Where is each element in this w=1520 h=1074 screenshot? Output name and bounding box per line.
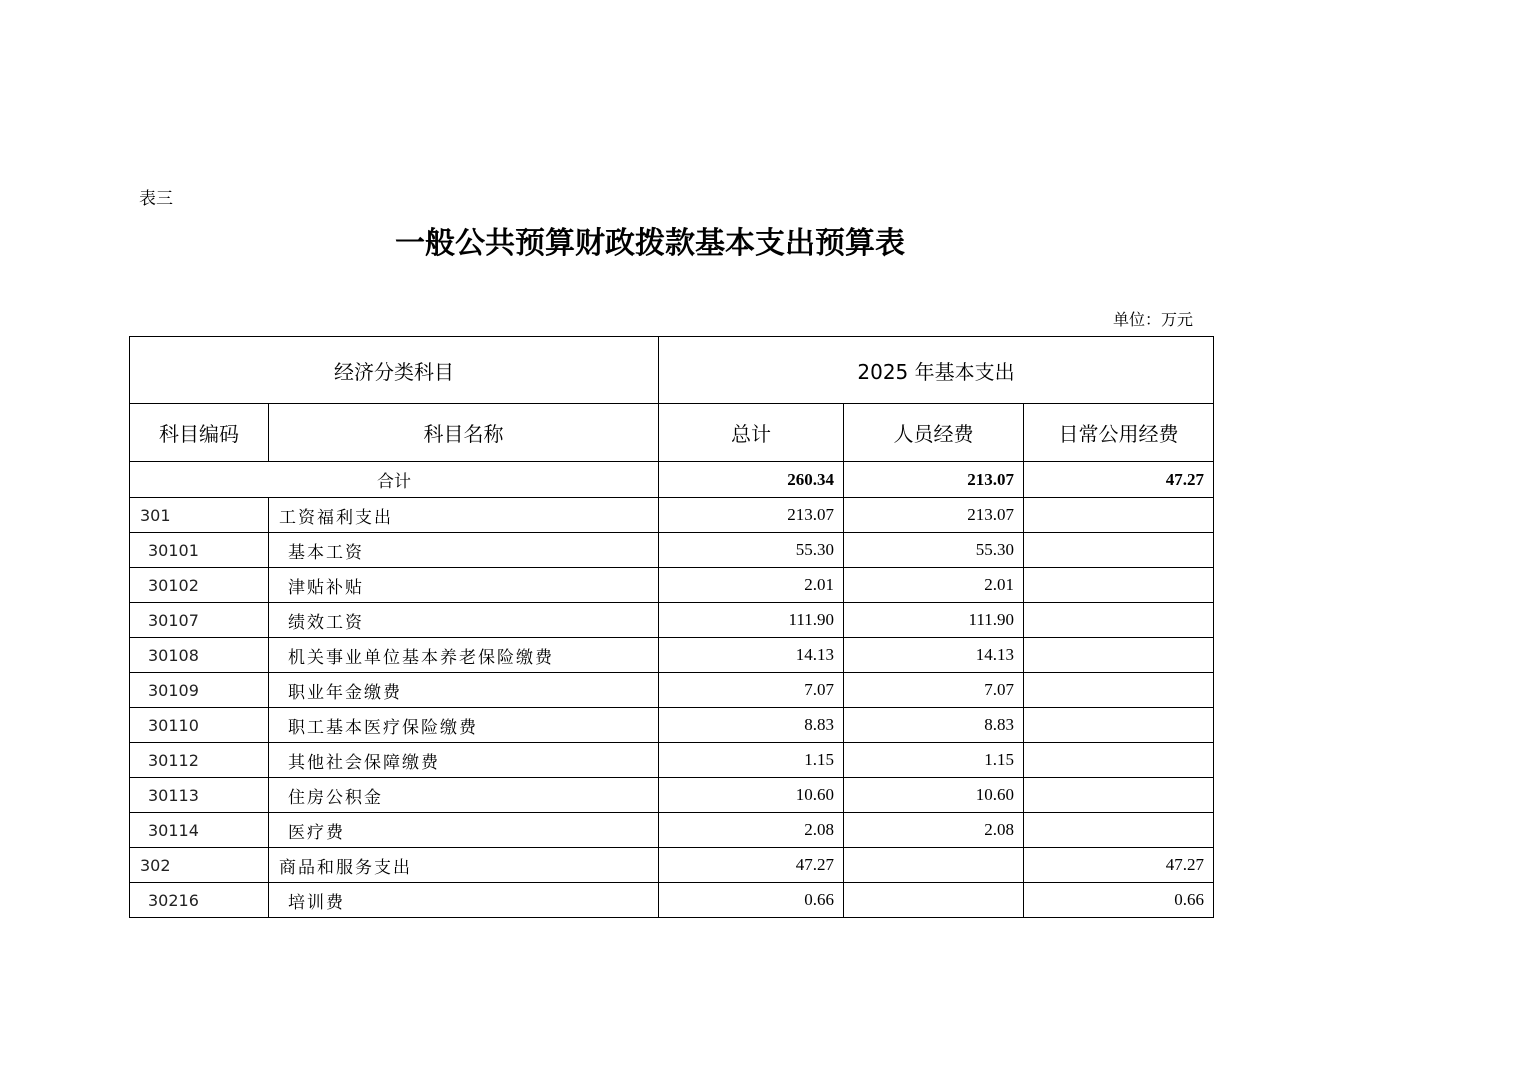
row-personnel: 1.15 (844, 743, 1024, 778)
column-header-code: 科目编码 (130, 404, 269, 462)
row-personnel: 2.08 (844, 813, 1024, 848)
row-name: 基本工资 (269, 533, 659, 568)
row-name: 住房公积金 (269, 778, 659, 813)
row-total: 1.15 (659, 743, 844, 778)
row-personnel: 7.07 (844, 673, 1024, 708)
row-public (1024, 533, 1214, 568)
row-public (1024, 778, 1214, 813)
header-economic-category: 经济分类科目 (130, 337, 659, 404)
row-total: 111.90 (659, 603, 844, 638)
total-public: 47.27 (1024, 462, 1214, 498)
row-total: 213.07 (659, 498, 844, 533)
table-row (130, 708, 1214, 743)
table-row (130, 778, 1214, 813)
row-personnel: 8.83 (844, 708, 1024, 743)
row-personnel: 213.07 (844, 498, 1024, 533)
row-personnel (844, 883, 1024, 918)
table-row (130, 743, 1214, 778)
table-label: 表三 (139, 189, 173, 209)
row-name: 职业年金缴费 (269, 673, 659, 708)
row-public (1024, 673, 1214, 708)
row-code: 30112 (130, 743, 269, 778)
row-code: 30107 (130, 603, 269, 638)
page-title: 一般公共预算财政拨款基本支出预算表 (395, 226, 905, 261)
budget-table (129, 336, 1214, 918)
row-total: 47.27 (659, 848, 844, 883)
table-row (130, 603, 1214, 638)
row-code: 30113 (130, 778, 269, 813)
row-name: 机关事业单位基本养老保险缴费 (269, 638, 659, 673)
row-name: 绩效工资 (269, 603, 659, 638)
row-total: 7.07 (659, 673, 844, 708)
total-personnel: 213.07 (844, 462, 1024, 498)
row-code: 30110 (130, 708, 269, 743)
row-code: 30102 (130, 568, 269, 603)
row-total: 55.30 (659, 533, 844, 568)
table-row (130, 533, 1214, 568)
header-basic-expenditure: 2025 年基本支出 (659, 337, 1214, 404)
row-total: 2.01 (659, 568, 844, 603)
row-total: 8.83 (659, 708, 844, 743)
row-personnel: 14.13 (844, 638, 1024, 673)
row-total: 10.60 (659, 778, 844, 813)
table-row (130, 638, 1214, 673)
table-row (130, 498, 1214, 533)
row-name: 其他社会保障缴费 (269, 743, 659, 778)
row-name: 医疗费 (269, 813, 659, 848)
table-row (130, 883, 1214, 918)
table-row (130, 673, 1214, 708)
row-public (1024, 708, 1214, 743)
header-column-row (130, 404, 1214, 462)
column-header-name: 科目名称 (269, 404, 659, 462)
row-code: 30114 (130, 813, 269, 848)
table-row (130, 813, 1214, 848)
row-public (1024, 498, 1214, 533)
row-name: 工资福利支出 (269, 498, 659, 533)
column-header-total: 总计 (659, 404, 844, 462)
row-code: 30101 (130, 533, 269, 568)
row-total: 0.66 (659, 883, 844, 918)
row-name: 商品和服务支出 (269, 848, 659, 883)
row-name: 培训费 (269, 883, 659, 918)
row-public (1024, 813, 1214, 848)
row-code: 30108 (130, 638, 269, 673)
row-personnel (844, 848, 1024, 883)
total-label: 合计 (130, 462, 659, 498)
row-code: 30109 (130, 673, 269, 708)
row-public (1024, 568, 1214, 603)
total-total: 260.34 (659, 462, 844, 498)
row-personnel: 55.30 (844, 533, 1024, 568)
header-group-row (130, 337, 1214, 404)
table-row (130, 568, 1214, 603)
row-code: 301 (130, 498, 269, 533)
table-row (130, 848, 1214, 883)
row-code: 302 (130, 848, 269, 883)
column-header-public: 日常公用经费 (1024, 404, 1214, 462)
row-total: 2.08 (659, 813, 844, 848)
row-name: 职工基本医疗保险缴费 (269, 708, 659, 743)
row-code: 30216 (130, 883, 269, 918)
row-personnel: 10.60 (844, 778, 1024, 813)
unit-note: 单位：万元 (1113, 310, 1194, 329)
row-name: 津贴补贴 (269, 568, 659, 603)
total-row (130, 462, 1214, 498)
row-public: 47.27 (1024, 848, 1214, 883)
column-header-personnel: 人员经费 (844, 404, 1024, 462)
row-public (1024, 603, 1214, 638)
row-personnel: 111.90 (844, 603, 1024, 638)
row-public: 0.66 (1024, 883, 1214, 918)
row-public (1024, 743, 1214, 778)
row-total: 14.13 (659, 638, 844, 673)
row-public (1024, 638, 1214, 673)
row-personnel: 2.01 (844, 568, 1024, 603)
